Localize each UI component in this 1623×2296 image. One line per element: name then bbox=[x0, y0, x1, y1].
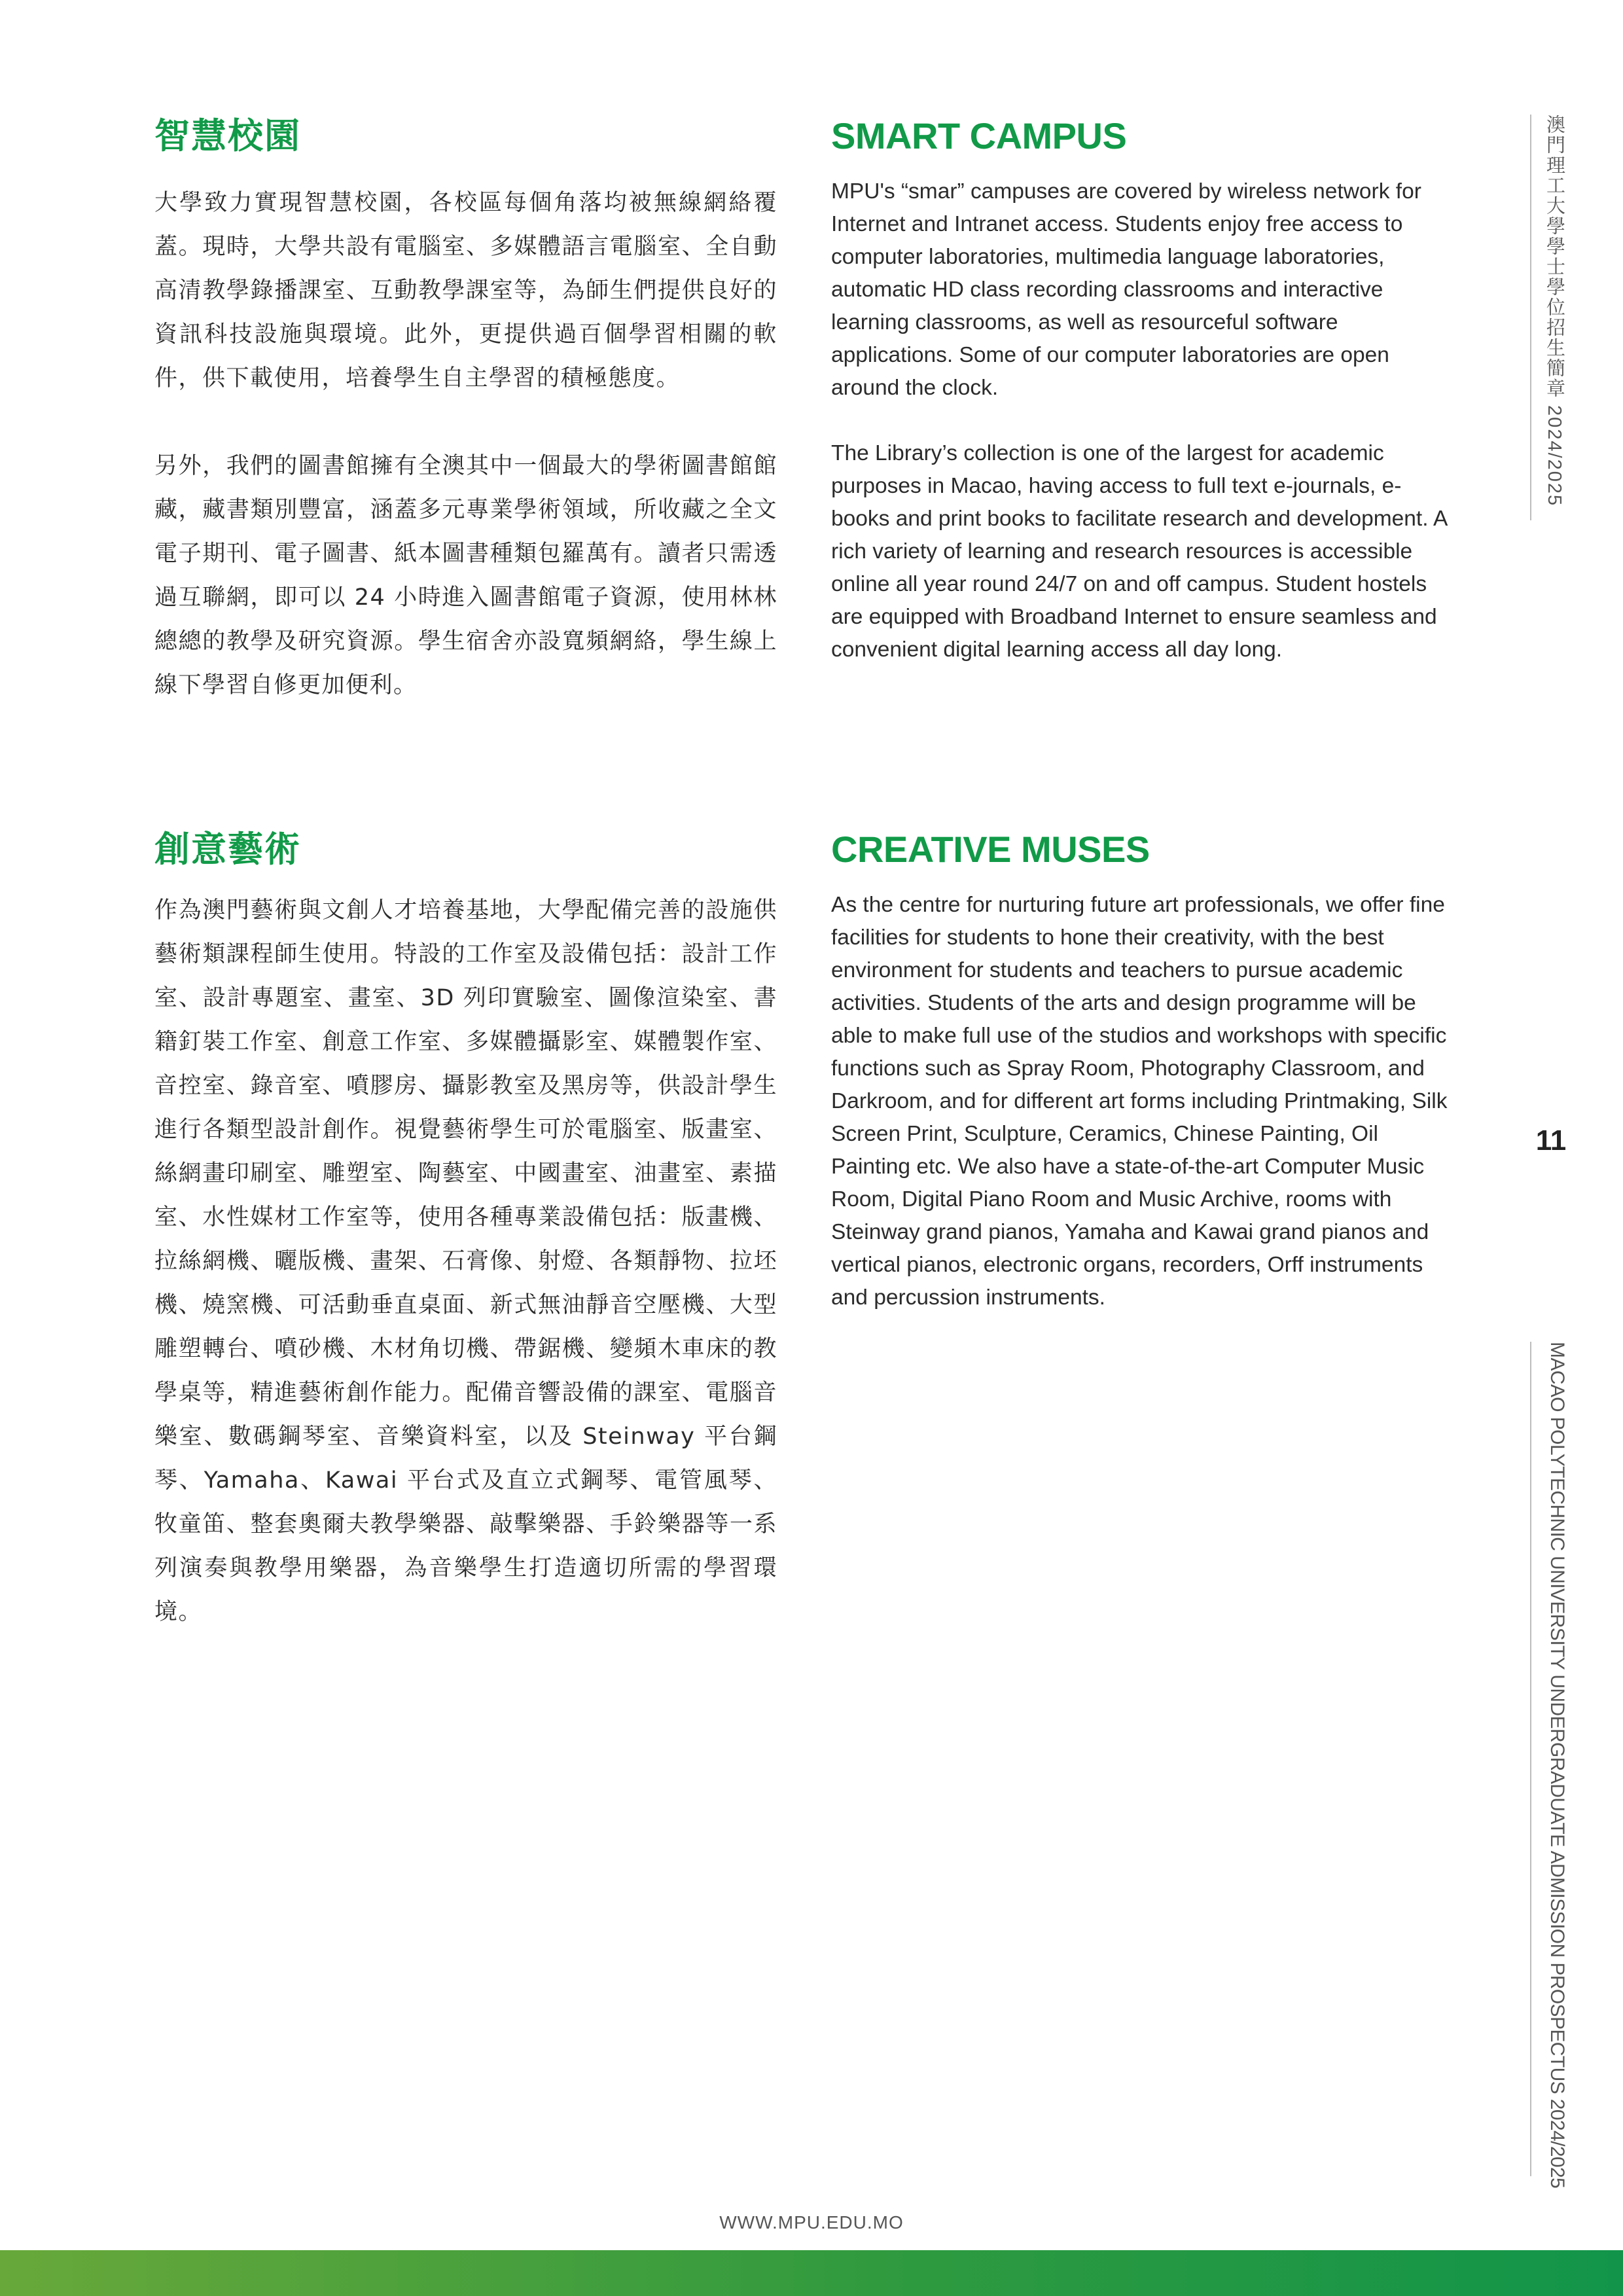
sidebar-header-zh: 澳門理工大學學士學位招生簡章 2024/2025 bbox=[1530, 115, 1568, 520]
smart-campus-en-paragraph: The Library’s collection is one of the largest for academic purposes in Macao, having access to full text e-journals, e-books and print books to facilitate research and development. A rich variety of learning and research resources is accessible online all year round 24/7 on and off campus. Student hostels are equipped with Broadband Internet to ensure seamless and convenient digital learning access all day long. bbox=[831, 441, 1447, 662]
smart-campus-zh-section bbox=[154, 110, 777, 708]
smart-campus-en-title: SMART CAMPUS bbox=[831, 115, 1127, 156]
creative-muses-en-section bbox=[831, 823, 1453, 1314]
creative-muses-zh-title: 創意藝術 bbox=[154, 829, 301, 870]
page-number: 11 bbox=[1535, 1124, 1567, 1157]
smart-campus-zh-paragraph: 另外，我們的圖書館擁有全澳其中一個最大的學術圖書館館藏，藏書類別豐富，涵蓋多元專業學術領域，所收藏之全文電子期刊、電子圖書、紙本圖書種類包羅萬有。讀者只需透過互聯網，即可以 24 小時進入圖書館電子資源，使用林林總總的教學及研究資源。學生宿舍亦設寬頻網絡，學生線上線下學習自修更加便利。 bbox=[154, 453, 777, 698]
creative-muses-en-paragraph: As the centre for nurturing future art professionals, we offer fine facilities for students to hone their creativity, with the best environment for students and teachers to pursue academic activities. Students of the arts and design programme will be able to make full use of the studios and workshops with specific functions such as Spray Room, Photography Classroom, and Darkroom, and for different art forms including Printmaking, Silk Screen Print, Sculpture, Ceramics, Chinese Painting, Oil Painting etc. We also have a state-of-the-art Computer Music Room, Digital Piano Room and Music Archive, rooms with Steinway grand pianos, Yamaha and Kawai grand pianos and vertical pianos, electronic organs, recorders, Orff instruments and percussion instruments. bbox=[831, 893, 1448, 1310]
footer-url-link[interactable]: WWW.MPU.EDU.MO bbox=[719, 2212, 904, 2233]
smart-campus-en-section bbox=[831, 110, 1453, 666]
smart-campus-en-paragraph: MPU's “smar” campuses are covered by wireless network for Internet and Intranet access. Students enjoy free access to computer laboratories, multimedia language laboratories, automatic HD class recording classrooms and interactive learning classrooms, as well as resourceful software applications. Some of our computer laboratories are open around the clock. bbox=[831, 179, 1421, 400]
smart-campus-zh-title: 智慧校園 bbox=[154, 115, 301, 156]
smart-campus-en-body bbox=[831, 175, 1453, 666]
sidebar-footer-en: MACAO POLYTECHNIC UNIVERSITY UNDERGRADUATE ADMISSION PROSPECTUS 2024/2025 bbox=[1530, 1342, 1568, 2176]
creative-muses-zh-paragraph: 作為澳門藝術與文創人才培養基地，大學配備完善的設施供藝術類課程師生使用。特設的工作室及設備包括：設計工作室、設計專題室、畫室、3D 列印實驗室、圖像渲染室、書籍釘裝工作室、創意工作室、多媒體攝影室、媒體製作室、音控室、錄音室、噴膠房、攝影教室及黑房等，供設計學生進行各類型設計創作。視覺藝術學生可於電腦室、版畫室、絲網畫印刷室、雕塑室、陶藝室、中國畫室、油畫室、素描室、水性媒材工作室等，使用各種專業設備包括：版畫機、拉絲網機、曬版機、畫架、石膏像、射燈、各類靜物、拉坯機、燒窯機、可活動垂直桌面、新式無油靜音空壓機、大型雕塑轉台、噴砂機、木材角切機、帶鋸機、變頻木車床的教學桌等，精進藝術創作能力。配備音響設備的課室、電腦音樂室、數碼鋼琴室、音樂資料室，以及 Steinway 平台鋼琴、Yamaha、Kawai 平台式及直立式鋼琴、電管風琴、牧童笛、整套奧爾夫教學樂器、敲擊樂器、手鈴樂器等一系列演奏與教學用樂器，為音樂學生打造適切所需的學習環境。 bbox=[154, 897, 777, 1625]
footer-green-bar bbox=[0, 2250, 1623, 2296]
creative-muses-en-body bbox=[831, 889, 1453, 1314]
creative-muses-en-title: CREATIVE MUSES bbox=[831, 829, 1150, 870]
creative-muses-zh-section bbox=[154, 823, 777, 1634]
creative-muses-zh-body bbox=[154, 889, 777, 1634]
smart-campus-zh-body bbox=[154, 181, 777, 708]
smart-campus-zh-paragraph: 大學致力實現智慧校園，各校區每個角落均被無線網絡覆蓋。現時，大學共設有電腦室、多媒體語言電腦室、全自動高清教學錄播課室、互動教學課室等，為師生們提供良好的資訊科技設施與環境。此外，更提供過百個學習相關的軟件，供下載使用，培養學生自主學習的積極態度。 bbox=[154, 190, 777, 391]
